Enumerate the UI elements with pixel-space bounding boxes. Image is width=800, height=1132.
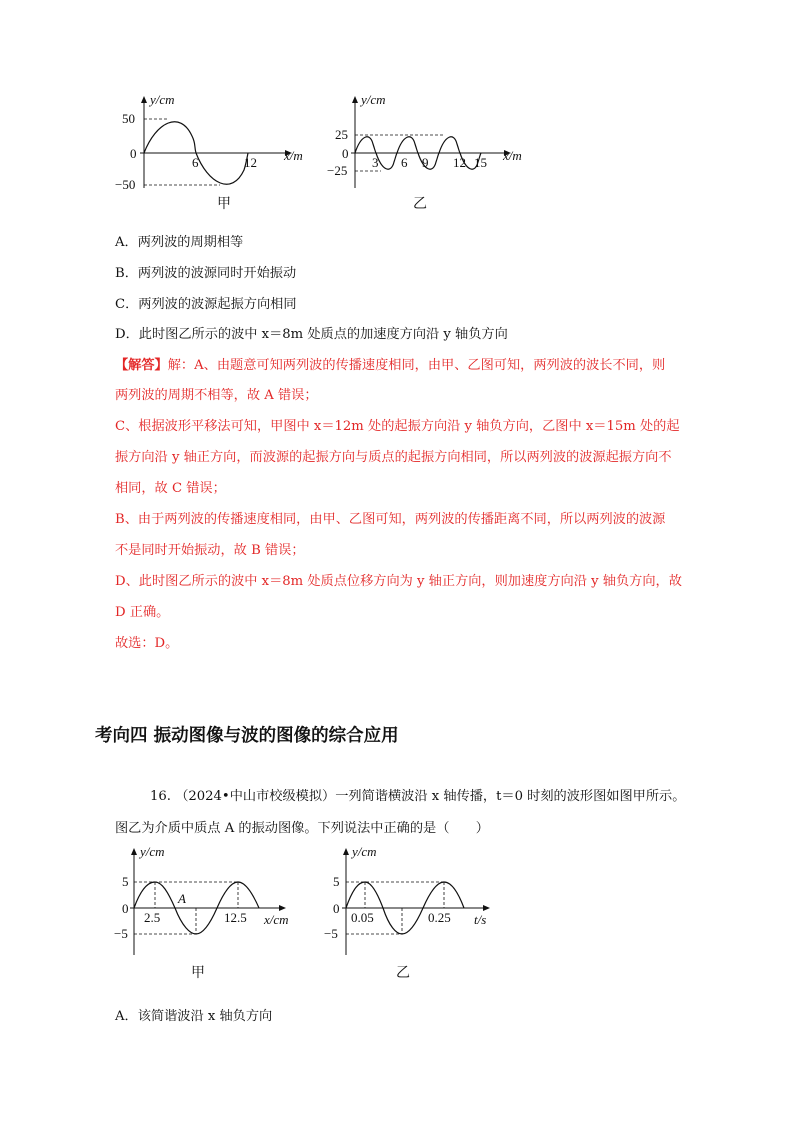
figure-caption-jia: 甲 <box>191 965 205 981</box>
tick-x-9: 9 <box>422 155 429 170</box>
tick-y-top: 5 <box>122 874 129 889</box>
figure-bottom-right-vibration-graph <box>318 840 518 960</box>
option-b: B．两列波的波源同时开始振动 <box>115 266 297 281</box>
answer-line-8: D、此时图乙所示的波中 x＝8m 处质点位移方向为 y 轴正方向，则加速度方向沿 y 轴负方向，故 <box>115 574 682 589</box>
q16-stem-line-2: 图乙为介质中质点 A 的振动图像。下列说法中正确的是（ ） <box>115 821 489 836</box>
answer-line-5: 相同，故 C 错误； <box>115 481 226 496</box>
tick-x-12: 12 <box>453 155 466 170</box>
tick-x-3: 3 <box>372 155 379 170</box>
figure-caption-jia: 甲 <box>217 196 231 212</box>
point-a-label: A <box>178 891 186 906</box>
answer-line-6: B、由于两列波的传播速度相同，由甲、乙图可知，两列波的传播距离不同，所以两列波的波源 <box>115 512 666 527</box>
question-number: 16. <box>150 789 171 804</box>
t-axis-label: t/s <box>474 912 487 927</box>
tick-x-2-5: 2.5 <box>144 910 161 925</box>
x-axis-label: x/m <box>503 148 522 163</box>
x-axis-label: x/m <box>284 148 303 163</box>
answer-line-4: 振方向沿 y 轴正方向，而波源的起振方向与质点的起振方向相同，所以两列波的波源起振方向不 <box>115 450 672 465</box>
figure-caption-yi: 乙 <box>396 965 410 981</box>
tick-y-zero: 0 <box>342 146 349 161</box>
tick-y-zero: 0 <box>333 901 340 916</box>
tick-x-6: 6 <box>401 155 408 170</box>
q16-stem-line-1: 16. （2024•中山市校级模拟）一列简谐横波沿 x 轴传播，t＝0 时刻的波形图如图甲所示。 <box>150 789 686 804</box>
x-axis-label: x/cm <box>264 912 289 927</box>
answer-line-10: 故选：D。 <box>115 636 179 651</box>
tick-y-zero: 0 <box>122 901 129 916</box>
answer-line-9: D 正确。 <box>115 605 170 620</box>
tick-x-12: 12 <box>244 155 257 170</box>
figure-top-right-wave-graph <box>325 88 545 198</box>
y-axis-label: y/cm <box>150 92 175 107</box>
answer-line-3: C、根据波形平移法可知，甲图中 x＝12m 处的起振方向沿 y 轴负方向，乙图中 x＝15m 处的起 <box>115 419 680 434</box>
tick-y-bottom: −25 <box>327 163 348 178</box>
option-c: C．两列波的波源起振方向相同 <box>115 297 297 312</box>
answer-tag: 【解答】 <box>115 358 168 373</box>
y-axis-label: y/cm <box>352 844 377 859</box>
tick-y-zero: 0 <box>130 146 137 161</box>
answer-line-2: 两列波的周期不相等，故 A 错误； <box>115 388 318 403</box>
figure-top-left-wave-graph <box>110 88 310 198</box>
option-d: D．此时图乙所示的波中 x＝8m 处质点的加速度方向沿 y 轴负方向 <box>115 327 508 342</box>
tick-t-0-05: 0.05 <box>351 910 374 925</box>
tick-y-top: 50 <box>122 111 135 126</box>
section-heading: 考向四 振动图像与波的图像的综合应用 <box>95 726 399 746</box>
tick-y-top: 25 <box>335 127 348 142</box>
y-axis-label: y/cm <box>140 844 165 859</box>
figure-caption-yi: 乙 <box>413 196 427 212</box>
answer-line-1: 【解答】解：A、由题意可知两列波的传播速度相同，由甲、乙图可知，两列波的波长不同，则 <box>115 358 666 373</box>
answer-line-7: 不是同时开始振动，故 B 错误； <box>115 543 305 558</box>
tick-y-bottom: −5 <box>324 926 338 941</box>
figure-bottom-left-wave-graph <box>110 840 310 960</box>
y-axis-label: y/cm <box>361 92 386 107</box>
tick-t-0-25: 0.25 <box>428 910 451 925</box>
tick-y-bottom: −50 <box>115 177 136 192</box>
q16-option-a: A．该简谐波沿 x 轴负方向 <box>115 1009 273 1024</box>
tick-x-12-5: 12.5 <box>224 910 247 925</box>
tick-x-6: 6 <box>192 155 199 170</box>
tick-x-15: 15 <box>474 155 487 170</box>
option-a: A．两列波的周期相等 <box>115 235 244 250</box>
tick-y-bottom: −5 <box>114 926 128 941</box>
tick-y-top: 5 <box>333 874 340 889</box>
